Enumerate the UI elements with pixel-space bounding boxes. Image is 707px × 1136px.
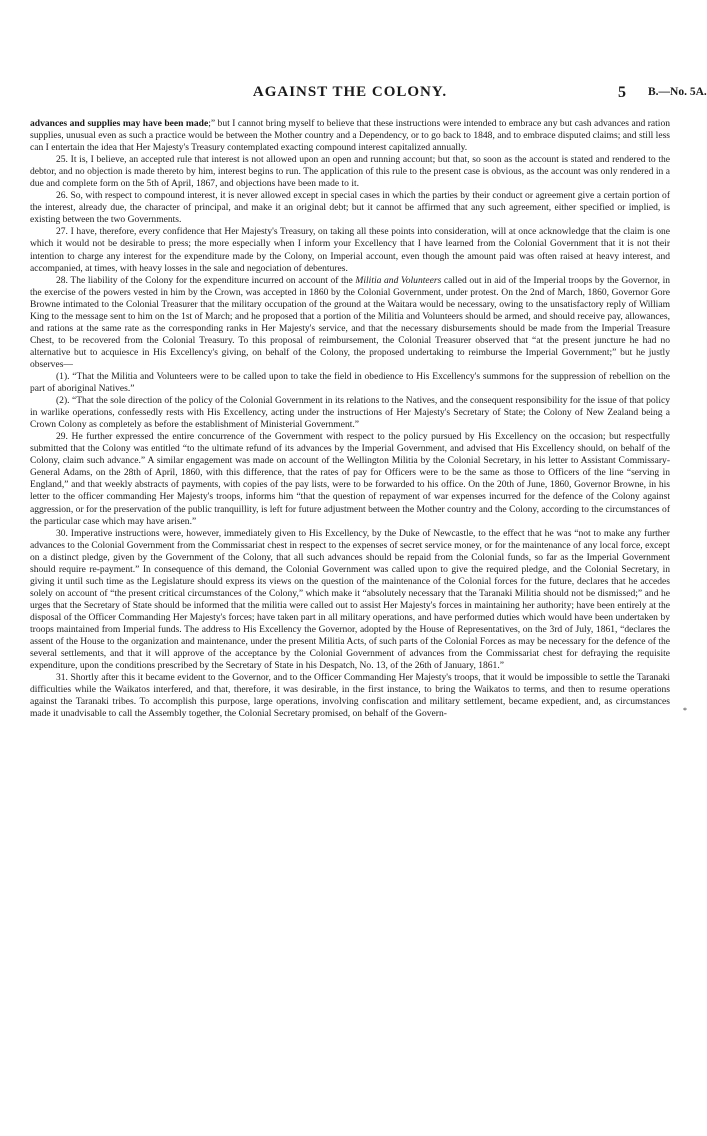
- paragraph-continuation: [30, 118, 670, 154]
- document-body: [30, 118, 670, 720]
- document-reference: B.—No. 5A.: [648, 86, 707, 98]
- page-number: 5: [618, 84, 626, 101]
- paragraph-26: 26. So, with respect to compound interest, it is never allowed except in special cases in which the parties by their conduct or agreement give a certain portion of the interest, already due, the character of principal, and make it an original debt; but it cannot be affirmed that any such agreement, either specified or implied, is existing between the two Governments.: [30, 190, 670, 226]
- paragraph-27: 27. I have, therefore, every confidence that Her Majesty's Treasury, on taking all these points into consideration, will at once acknowledge that the claim is one which it would not be desirable to press; the more especially when I inform your Excellency that I have learned from the Colonial Government that it is not their intention to charge any interest for the expenditure made by the Colony, on Imperial account, even though the amount paid was often raised at heavy interest, and accompanied, at times, with heavy losses in the sale and negociation of debentures.: [30, 226, 670, 274]
- paragraph-28-text-a: 28. The liability of the Colony for the expenditure incurred on account of the: [56, 274, 356, 286]
- paragraph-29: 29. He further expressed the entire concurrence of the Government with respect to the policy pursued by His Excellency on the occasion; but respectfully submitted that the Colony was entitled “to the ultimate refund of its advances by the Imperial Government, and advised that His Excellency should, on behalf of the Colony, claim such advance.” A similar engagement was made on account of the Wellington Militia by the Colonial Secretary, in his letter to Assistant Commissary-General Adams, on the 28th of April, 1860, with this difference, that the rates of pay for Officers were to be the same as those to Officers of the line “serving in England,” and that weekly abstracts of payments, with copies of the pay lists, were to be forwarded to his office. On the 20th of June, 1860, Governor Browne, in his letter to the officer commanding Her Majesty's troops, informs him “that the question of repayment of war expenses incurred for the defence of the Colony against aggression, or for the preservation of the public tranquillity, is left for future adjustment between the Mother country and the Colony, according to the circumstances of the particular case which may have arisen.”: [30, 431, 670, 527]
- page-header: [40, 84, 707, 104]
- quote-2: (2). “That the sole direction of the policy of the Colonial Government in its relations to the Natives, and the consequent responsibility for the issue of that policy in warlike operations, confessedly rests with His Excellency, acting under the instructions of Her Majesty's Secretary of State; the Colony of New Zealand being a Crown Colony as completely as before the establishment of Ministerial Government.”: [30, 395, 670, 431]
- paragraph-text: ;” but I cannot bring myself to believe that these instructions were intended to embrace any but cash advances and ration supplies, unusual even as such a practice would be between the Mother country and a Dependency, or to go back to 1848, and to embrace disputed claims; and still less can I entertain the idea that Her Majesty's Treasury contemplated exacting compound interest capitalized annually.: [30, 118, 670, 154]
- running-title: AGAINST THE COLONY.: [252, 84, 448, 100]
- margin-mark: *: [683, 706, 687, 715]
- paragraph-28-text-b: called out in aid of the Imperial troops by the Governor, in the exercise of the powers vested in him by the Crown, was accepted in 1860 by the Colonial Government, under protest. On the 2nd of March, 1860, Governor Gore Browne intimated to the Colonial Treasurer that the military occupation of the ground at the Waitara would be necessary, owing to the unsatisfactory reply of William King to the message sent to him on the 1st of March; and he proposed that a portion of the Militia and Volunteers should be armed, and should receive pay, allowances, and rations at the same rate as the corresponding ranks in Her Majesty's service, and that the necessary disbursements should be made from the Imperial Treasure Chest, to be recovered from the Colonial Treasury. To this proposal of reimbursement, the Colonial Treasurer observed that “at the present juncture he had no alternative but to acquiesce in His Excellency's giving, on behalf of the Colony, the proposed undertaking to reimburse the Imperial Government;” but he justly observes—: [30, 274, 671, 370]
- paragraph-lead-bold: advances and supplies may have been made: [30, 118, 209, 129]
- quote-1: (1). “That the Militia and Volunteers were to be called upon to take the field in obedience to His Excellency's summons for the suppression of rebellion on the part of aboriginal Natives.”: [30, 370, 670, 395]
- paragraph-25: 25. It is, I believe, an accepted rule that interest is not allowed upon an open and running account; but that, so soon as the account is stated and rendered to the debtor, and no objection is made thereto by him, interest begins to run. The application of this rule to the present case is obvious, as the account was only rendered in a due and complete form on the 5th of April, 1867, and objections have been made to it.: [30, 154, 670, 190]
- paragraph-28-italic: Militia and Volunteers: [355, 274, 442, 286]
- paragraph-31: 31. Shortly after this it became evident to the Governor, and to the Officer Commanding Her Majesty's troops, that it would be impossible to settle the Taranaki difficulties while the Waikatos interfered, and that, therefore, it was desirable, in the first instance, to bring the Waikatos to terms, and then to resume operations against the Taranaki tribes. To accomplish this purpose, large operations, involving confiscation and military settlement, became expedient, and, as circumstances made it unadvisable to call the Assembly together, the Colonial Secretary promised, on behalf of the Govern-: [30, 672, 670, 720]
- paragraph-28: [30, 275, 670, 371]
- paragraph-30: 30. Imperative instructions were, however, immediately given to His Excellency, by the Duke of Newcastle, to the effect that he was “not to make any further advances to the Colonial Government from the Commissariat chest in respect to the expenses of secret service money, or for the maintenance of any local force, except on a distinct pledge, given by the Government of the Colony, that all such advances should be repaid from the Colonial funds, so far as the Imperial Government should require re-payment.” In consequence of this demand, the Colonial Government was called upon to give the required pledge, and the Colonial Secretary, in giving it until such time as the Legislature should express its views on the question of the maintenance of the Colonial forces for the future, declares that he accedes solely on account of “the present critical circumstances of the Colony,” which make it “absolutely necessary that the Taranaki Militia should not be dismissed;” and he urges that the Secretary of State should be informed that the militia were called out to assist Her Majesty's forces in maintaining her authority; have been entirely at the disposal of the Officer Commanding Her Majesty's forces; have taken part in all military operations, and have performed duties which would have been undertaken by troops maintained from Imperial funds. The address to His Excellency the Governor, adopted by the House of Representatives, on the 3rd of July, 1861, “declares the assent of the House to the organization and maintenance, under the present Militia Acts, of such parts of the Colonial Forces as may be necessary for the defence of the several settlements, and that it will approve of the acceptance by the Colonial Government of advances from the Commissariat chest for defraying the requisite expenditure, upon the conditions prescribed by the Secretary of State in his Despatch, No. 13, of the 26th of January, 1861.”: [30, 527, 670, 672]
